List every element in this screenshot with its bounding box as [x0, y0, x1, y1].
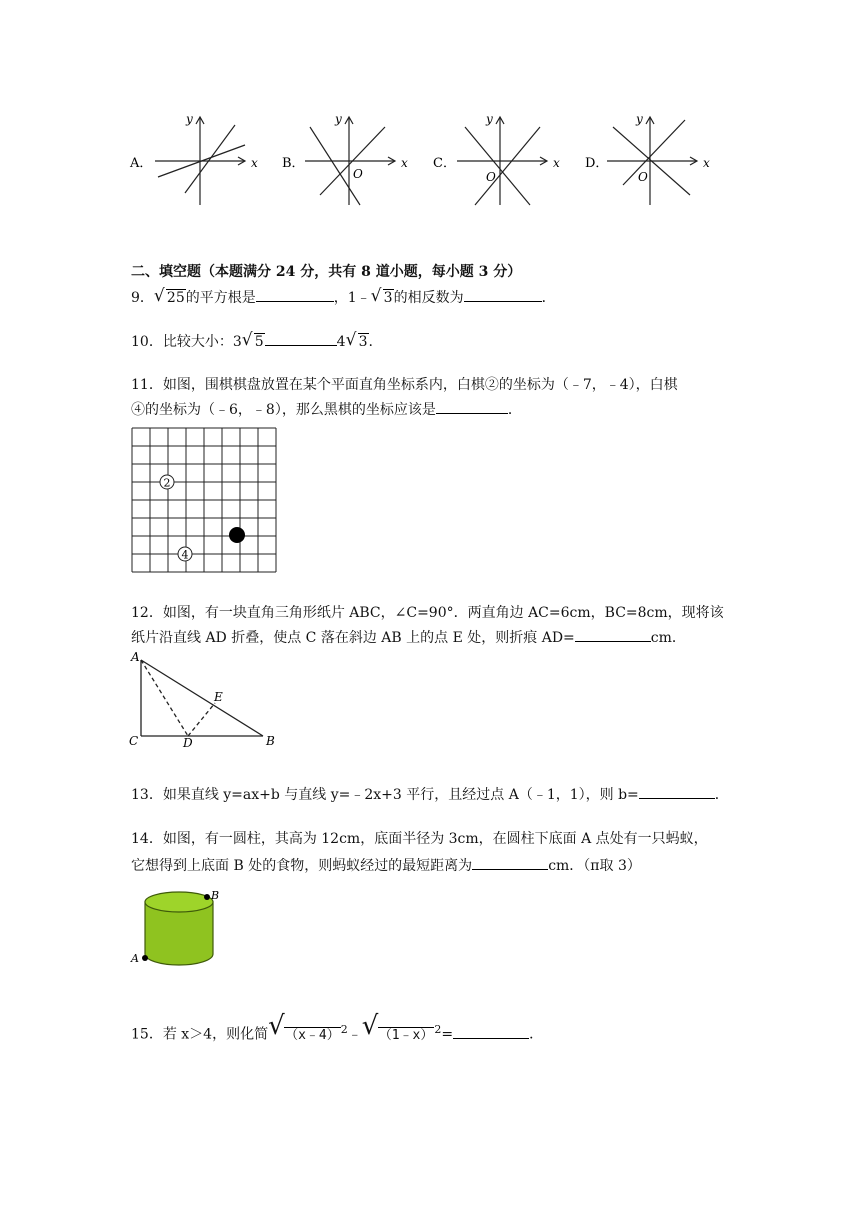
option-b-graph [305, 117, 395, 205]
vertex-a: A [131, 650, 140, 664]
q11-end: ． [507, 402, 522, 418]
q9-blank-2[interactable] [464, 287, 542, 302]
q15-end: ． [529, 1026, 544, 1043]
option-b-x: x [401, 156, 408, 170]
label-a: A [131, 952, 139, 965]
option-d-x: x [703, 156, 710, 170]
white-stone-2-label: 2 [163, 476, 171, 490]
q10-end: . [368, 334, 373, 350]
go-board [130, 427, 278, 573]
q10-sqrt-5: √ 5 [241, 330, 264, 350]
q15-sqrt-2: √ （1﹣x） [361, 1010, 434, 1043]
vertex-e: E [214, 690, 223, 704]
option-c-label: C． [433, 156, 456, 171]
go-board-figure [130, 427, 278, 577]
option-c-x: x [553, 156, 560, 170]
q15-eq: = [441, 1026, 454, 1043]
q13-end: ． [714, 787, 729, 803]
question-10 [131, 331, 373, 352]
q12-end: cm． [650, 630, 686, 646]
q10-mid: 4 [336, 334, 346, 350]
q15-text: 15．若 x＞4，则化简 [131, 1026, 269, 1043]
q11-blank[interactable] [436, 399, 508, 414]
cylinder [128, 884, 228, 970]
q12-line-2 [131, 627, 686, 648]
q10-blank[interactable] [265, 331, 337, 346]
option-a-graph [155, 117, 245, 205]
q15-minus: ﹣ [347, 1026, 362, 1043]
option-a-label: A． [130, 156, 153, 171]
q15-blank[interactable] [453, 1024, 529, 1039]
point-b [204, 894, 210, 900]
q12-text-2: 纸片沿直线 AD 折叠，使点 C 落在斜边 AB 上的点 E 处，则折痕 AD= [131, 630, 575, 646]
q8-options [120, 105, 740, 215]
q14-end: cm．（π取 3） [548, 858, 641, 874]
q9-number: 9． [131, 290, 154, 306]
triangle-abc [125, 648, 285, 748]
vertex-d: D [183, 736, 193, 748]
question-15 [131, 1010, 544, 1050]
q12-line-1: 12．如图，有一块直角三角形纸片 ABC，∠C=90°．两直角边 AC=6cm，BC=8cm，现将该 [131, 605, 724, 621]
option-d-graph [607, 117, 697, 205]
option-b-y: y [335, 112, 342, 126]
option-c-graph [457, 117, 547, 205]
q9-sqrt-25: √ 25 [153, 286, 185, 306]
q13-blank[interactable] [639, 784, 715, 799]
cylinder-figure [128, 884, 228, 974]
q9-text-1: 的平方根是 [185, 290, 256, 306]
point-a [142, 955, 148, 961]
option-a-x: x [251, 156, 258, 170]
q9-end: ． [541, 290, 556, 306]
q9-text-2: ，1﹣ [333, 290, 371, 306]
q15-power-1: 2 [340, 1023, 348, 1036]
q13-text: 13．如果直线 y=ax+b 与直线 y=﹣2x+3 平行，且经过点 A（﹣1，1），则 b= [131, 787, 639, 803]
q11-line-1: 11．如图，围棋棋盘放置在某个平面直角坐标系内，白棋②的坐标为（﹣7，﹣4），白棋 [131, 377, 678, 393]
option-d-origin: O [638, 170, 648, 184]
option-d-y: y [636, 112, 643, 126]
option-c-y: y [486, 112, 493, 126]
triangle-figure [125, 648, 285, 752]
q10-text: 10．比较大小：3 [131, 334, 242, 350]
option-b-label: B． [282, 156, 305, 171]
q14-text-2: 它想得到上底面 B 处的食物，则蚂蚁经过的最短距离为 [131, 858, 473, 874]
white-stone-4-label: 4 [181, 548, 189, 562]
q14-line-2 [131, 855, 641, 876]
q10-sqrt-3: √ 3 [345, 330, 368, 350]
q15-sqrt-1: √ （x﹣4） [268, 1010, 340, 1043]
vertex-b: B [266, 734, 275, 748]
q11-text-2: ④的坐标为（﹣6，﹣8），那么黑棋的坐标应该是 [131, 402, 436, 418]
vertex-c: C [129, 734, 139, 748]
q11-line-2 [131, 399, 522, 420]
q9-blank-1[interactable] [256, 287, 334, 302]
q8-graphs [120, 105, 740, 215]
label-b: B [211, 889, 220, 902]
question-9 [131, 287, 556, 308]
option-c-origin: O [486, 170, 496, 184]
q9-text-3: 的相反数为 [393, 290, 464, 306]
section-heading: 二、填空题（本题满分 24 分，共有 8 道小题，每小题 3 分） [131, 264, 522, 280]
option-a-y: y [186, 112, 193, 126]
black-stone [229, 527, 245, 543]
q9-sqrt-3: √ 3 [370, 286, 393, 306]
q14-line-1: 14．如图，有一圆柱，其高为 12cm，底面半径为 3cm，在圆柱下底面 A 点处有一只蚂蚁， [131, 831, 708, 847]
option-b-origin: O [353, 167, 363, 181]
question-13 [131, 784, 729, 805]
q12-blank[interactable] [575, 627, 651, 642]
q14-blank[interactable] [472, 855, 548, 870]
cylinder-top [145, 892, 213, 912]
option-d-label: D． [585, 156, 609, 171]
q15-power-2: 2 [434, 1023, 442, 1036]
